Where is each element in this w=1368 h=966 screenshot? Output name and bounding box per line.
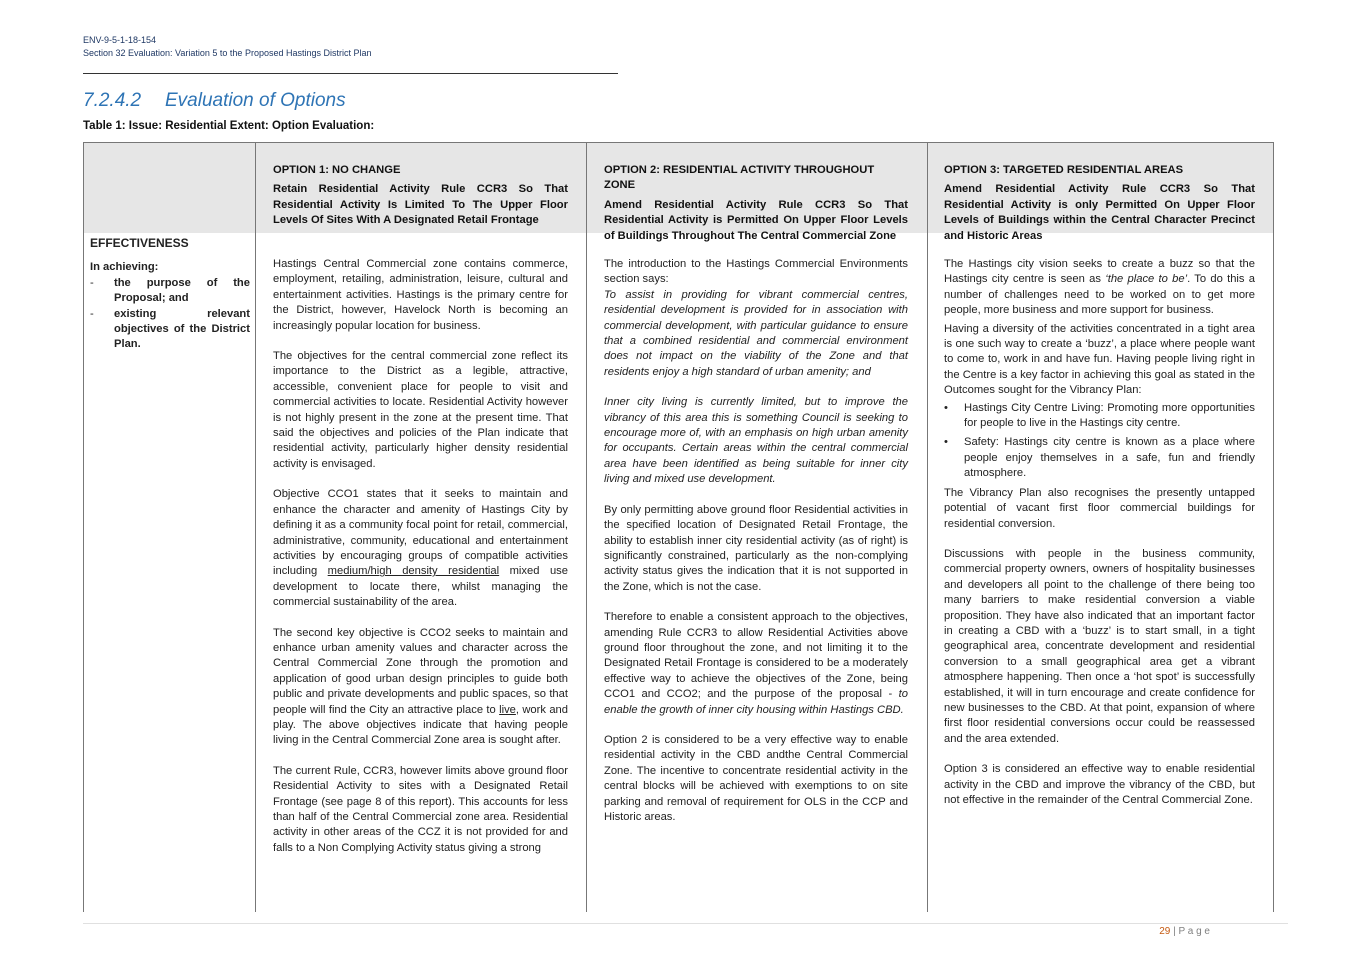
section-heading bbox=[83, 90, 346, 112]
italic-text: ‘the place to be’ bbox=[1105, 273, 1188, 286]
doc-title: Section 32 Evaluation: Variation 5 to the Proposed Hastings District Plan bbox=[83, 47, 372, 58]
criteria-item-text: the purpose of the Proposal; and bbox=[114, 276, 250, 305]
criteria-intro: In achieving: bbox=[90, 261, 159, 274]
option-evaluation-table bbox=[83, 142, 1274, 912]
option-1-header bbox=[273, 163, 568, 229]
text-run: mixed use development to locate there, whilst managing the commercial sustainability of the area. bbox=[273, 565, 568, 609]
section-number: 7.2.4.2 bbox=[83, 90, 142, 111]
criteria-item bbox=[90, 307, 250, 353]
dash-marker: - bbox=[90, 276, 94, 289]
running-header bbox=[83, 34, 372, 59]
paragraph: Hastings Central Commercial zone contains commerce, employment, retailing, administration, leisure, cultural and entertainment activities. Hastings is the primary centre for the District, however, Havelock North is becoming an increasingly popular location for business. bbox=[273, 258, 568, 332]
text-run: , work and play. The above objectives indicate that having people living in the Central Commercial Zone area is sought after. bbox=[273, 703, 568, 747]
text-run: The Hastings city vision seeks to create a buzz so that the Hastings city centre is seen as bbox=[944, 258, 1255, 286]
paragraph bbox=[604, 610, 908, 718]
paragraph: Option 3 is considered an effective way to enable residential activity in the CBD and improve the vibrancy of the CBD, but not effective in the remainder of the Central Commercial Zone. bbox=[944, 763, 1255, 806]
quoted-text: Inner city living is currently limited, but to improve the vibrancy of this area this is something Council is seeking to encourage more of, with an emphasis on high urban amenity for occupants. Certain areas within the central commercial area have been identified as being suitable for inner city living and mixed use development. bbox=[604, 396, 908, 486]
criteria-item-text: existing relevant objectives of the District Plan. bbox=[114, 307, 250, 351]
option-subtitle: Amend Residential Activity Rule CCR3 So That Residential Activity is only Permitted On Upper Floor Levels of Buildings within the Central Character Precinct and Historic Areas bbox=[944, 183, 1255, 242]
column-divider bbox=[255, 143, 256, 912]
header-rule bbox=[83, 73, 618, 74]
bullet-marker: • bbox=[944, 436, 948, 449]
dash-marker: - bbox=[90, 307, 94, 320]
criteria-cell bbox=[90, 236, 250, 353]
underlined-text: live bbox=[499, 703, 516, 716]
bullet-item bbox=[944, 401, 1255, 432]
footer-separator: | bbox=[1173, 926, 1176, 937]
option-label: OPTION 2: RESIDENTIAL ACTIVITY THROUGHOUT ZONE bbox=[604, 164, 875, 192]
bullet-item bbox=[944, 435, 1255, 481]
option-3-effectiveness bbox=[944, 257, 1255, 808]
underlined-text: medium/high density residential bbox=[327, 565, 500, 578]
paragraph: Discussions with people in the business community, commercial property owners, owners of hospitality businesses and developers all point to the challenge of there being too many barriers to make residential conversion a viable proposition. They have also indicated that an important factor in creating a CBD with a ‘buzz’ is to start small, in a tight geographical area, concentrate development and residential conversion to a small geographical area get a vibrant atmosphere happening. Then once a ‘hot spot’ is successfully established, it will in turn encourage and create confidence for new businesses to the CBD. At that point, expansion of where first floor residential conversions occur could be reassessed and the area extended. bbox=[944, 547, 1255, 745]
paragraph: The current Rule, CCR3, however limits above ground floor Residential Activity to sites with a Designated Retail Frontage (see page 8 of this report). This accounts for less than half of the Central Commercial zone area. Residential activity in other areas of the CCZ it is not provided for and falls to a Non Complying Activity status giving a strong bbox=[273, 764, 568, 854]
table-caption: Table 1: Issue: Residential Extent: Option Evaluation: bbox=[83, 120, 375, 132]
option-label: OPTION 1: NO CHANGE bbox=[273, 164, 401, 176]
criteria-list bbox=[90, 260, 250, 352]
quoted-text: To assist in providing for vibrant commercial centres, residential development is provided for in association with commercial development, with particular guidance to ensure that a combined residential and commercial environment does not impact on the viability of the Zone and that residents enjoy a high standard of urban amenity; and bbox=[604, 288, 908, 378]
option-label: OPTION 3: TARGETED RESIDENTIAL AREAS bbox=[944, 164, 1184, 176]
paragraph bbox=[273, 626, 568, 749]
paragraph: The objectives for the central commercial zone reflect its importance to the District as a legible, attractive, accessible, convenient place for people to visit and commercial activities to locate. Residential Activity however is not highly present in the zone at the present time. That said the objectives and policies of the Plan indicate that residential activity, particularly higher density residential activity is envisaged. bbox=[273, 350, 568, 470]
column-divider bbox=[927, 143, 928, 912]
paragraph: Option 2 is considered to be a very effective way to enable residential activity in the CBD andthe Central Commercial Zone. The incentive to concentrate residential activity in the central blocks will be achieved with exemptions to on site parking and removal of requirement for OLS in the CCP and Historic areas. bbox=[604, 733, 908, 823]
section-title: Evaluation of Options bbox=[165, 90, 346, 111]
page-label: P a g e bbox=[1178, 926, 1210, 937]
option-subtitle: Amend Residential Activity Rule CCR3 So That Residential Activity is Permitted On Upper Floor Levels of Buildings Throughout The Central Commercial Zone bbox=[604, 198, 908, 242]
paragraph bbox=[944, 257, 1255, 319]
option-1-effectiveness bbox=[273, 257, 568, 856]
text-run: The second key objective is CCO2 seeks to maintain and enhance urban amenity values and character across the Central Commercial Zone through the promotion and application of good urban design principles to guide both public and private developments and public spaces, so that people will find the City an attractive place to bbox=[273, 626, 568, 716]
paragraph: By only permitting above ground floor Residential activities in the specified location of Designated Retail Frontage, the ability to establish inner city residential activity (as of right) is significantly constrained, particularly as the non-complying activity status gives the indication that it is not supported in the Zone, which is not the case. bbox=[604, 503, 908, 593]
page-number: 29 bbox=[1159, 926, 1171, 937]
text-run: Therefore to enable a consistent approach to the objectives, amending Rule CCR3 to allow Residential Activities above ground floor throughout the zone, and not limiting it to the Designated Retail Frontage is considered to be a moderately effective way to achieve the objectives of the Zone, being CCO1 and CCO2; and the purpose of the proposal - bbox=[604, 611, 908, 701]
bullet-text: Safety: Hastings city centre is known as a place where people enjoy themselves in a safe, fun and friendly atmosphere. bbox=[964, 436, 1255, 480]
option-2-effectiveness bbox=[604, 257, 908, 825]
page-footer bbox=[1159, 926, 1210, 937]
text-run: . To do this a number of challenges need to be worked on to get more people, more business and more support for business. bbox=[944, 273, 1255, 317]
paragraph: Having a diversity of the activities concentrated in a tight area is one such way to create a ‘buzz’, a place where people want to come to, work in and have fun. Having people living right in the Centre is a key factor in achieving this goal as stated in the Outcomes sought for the Vibrancy Plan: bbox=[944, 322, 1255, 397]
doc-id: ENV-9-5-1-18-154 bbox=[83, 35, 157, 45]
paragraph: The introduction to the Hastings Commercial Environments section says: bbox=[604, 258, 908, 286]
footer-rule bbox=[83, 923, 1288, 924]
text-run: Objective CCO1 states that it seeks to maintain and enhance the character and amenity of Hastings City by defining it as a community focal point for retail, commercial, administrative, community, educational and entertainment activities by encouraging groups of compatible activities including bbox=[273, 488, 568, 578]
option-3-header bbox=[944, 163, 1255, 244]
criteria-item bbox=[90, 276, 250, 307]
bullet-text: Hastings City Centre Living: Promoting more opportunities for people to live in the Hastings city centre. bbox=[964, 401, 1255, 430]
paragraph bbox=[273, 487, 568, 610]
paragraph: The Vibrancy Plan also recognises the presently untapped potential of vacant first floor commercial buildings for residential conversion. bbox=[944, 486, 1255, 530]
option-2-header bbox=[604, 163, 908, 244]
column-divider bbox=[586, 143, 587, 912]
criteria-heading: EFFECTIVENESS bbox=[90, 236, 189, 250]
bullet-marker: • bbox=[944, 401, 948, 414]
option-subtitle: Retain Residential Activity Rule CCR3 So That Residential Activity Is Limited To The Upper Floor Levels Of Sites With A Designated Retail Frontage bbox=[273, 183, 568, 227]
italic-text: to enable the growth of inner city housing within Hastings CBD. bbox=[604, 688, 908, 716]
